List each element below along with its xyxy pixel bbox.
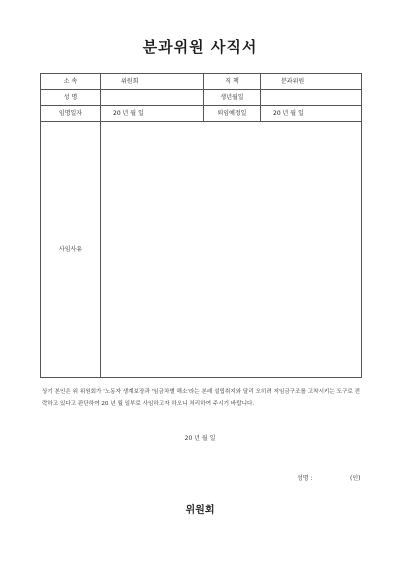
resignation-statement: 상기 본인은 위 위원회가 '노동자 생계보장과 '임금차별 해소'라는 본래 설립취지와 달리 오히려 저임금구조를 고착시키는 도구로 전락하고 있다고 판단하여 20 년 월 일부로 사임하고자 하오니 처리하여 주시기 바랍니다. <box>42 389 360 407</box>
leave-date-label: 퇴임예정일 <box>204 106 261 122</box>
appointed-date-label: 임명일자 <box>41 106 101 122</box>
leave-date-field[interactable]: 20 년 월 일 <box>261 106 362 122</box>
birth-date-label: 생년월일 <box>204 90 261 106</box>
resignation-form-table <box>40 73 362 378</box>
form-row-dates <box>41 106 362 122</box>
name-field[interactable] <box>101 90 204 106</box>
form-row-reason <box>41 122 362 378</box>
signature-label: 성명 : <box>297 475 313 482</box>
affiliation-label: 소 속 <box>41 74 101 90</box>
affiliation-field[interactable]: 위원회 <box>101 74 204 90</box>
document-title: 분과위원 사직서 <box>142 38 258 56</box>
appointed-date-field[interactable]: 20 년 월 일 <box>101 106 204 122</box>
submission-date: 20 년 월 일 <box>184 435 216 442</box>
reason-label: 사임사유 <box>41 122 101 378</box>
position-label: 직 책 <box>204 74 261 90</box>
reason-field[interactable] <box>101 122 362 378</box>
name-label: 성 명 <box>41 90 101 106</box>
form-row-affiliation <box>41 74 362 90</box>
committee-footer: 위원회 <box>185 505 215 516</box>
birth-date-field[interactable] <box>261 90 362 106</box>
seal-mark: (인) <box>350 475 361 482</box>
form-row-name <box>41 90 362 106</box>
position-field[interactable]: 분과위원 <box>261 74 362 90</box>
